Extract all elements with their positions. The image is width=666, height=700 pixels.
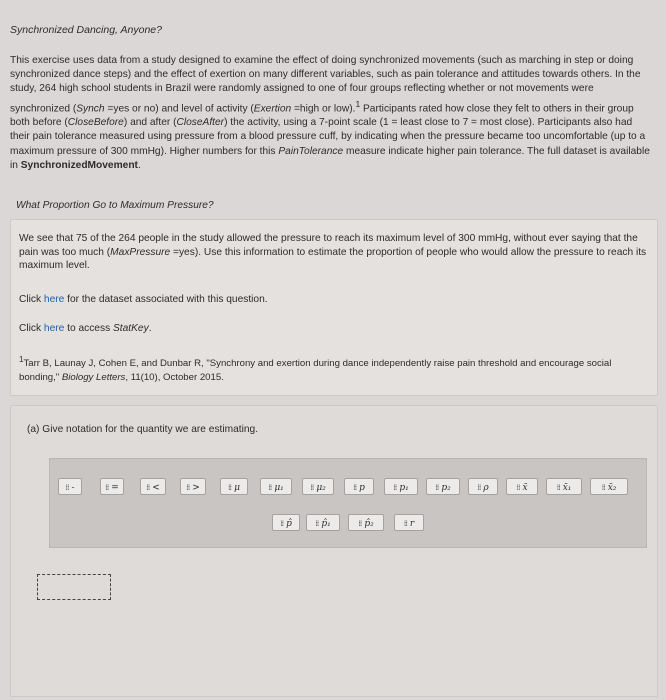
intro-text: ) and after ( bbox=[123, 117, 177, 129]
symbol-tile[interactable] bbox=[506, 478, 538, 495]
symbol-label: p̂₁ bbox=[321, 519, 331, 529]
symbol-label: < bbox=[152, 483, 160, 493]
symbol-tile[interactable] bbox=[140, 478, 166, 495]
drag-grip-icon: ⁞⁞ bbox=[516, 483, 520, 492]
symbol-tile[interactable] bbox=[220, 478, 248, 495]
symbol-label: x̄₁ bbox=[562, 483, 572, 493]
part-a-prompt: (a) Give notation for the quantity we are estimating. bbox=[27, 424, 259, 435]
drag-grip-icon: ⁞⁞ bbox=[403, 519, 407, 528]
symbol-palette bbox=[49, 458, 647, 548]
symbol-label: p₂ bbox=[441, 483, 451, 493]
question-text-part: We see that 75 of the 264 people in the study allowed the pressure to reach its maximum level of 300 mmHg, without ever saying that the pain was too much ( bbox=[19, 233, 638, 258]
symbol-label: p₁ bbox=[399, 483, 409, 493]
symbol-tile[interactable] bbox=[426, 478, 460, 495]
link-suffix: for the dataset associated with this question. bbox=[64, 294, 268, 305]
var-paintolerance: PainTolerance bbox=[278, 145, 344, 157]
drag-grip-icon: ⁞⁞ bbox=[435, 483, 439, 492]
symbol-tile[interactable] bbox=[344, 478, 374, 495]
symbol-tile[interactable] bbox=[394, 514, 424, 531]
footnote-text: , 11(10), October 2015. bbox=[125, 371, 224, 383]
footnote bbox=[19, 353, 649, 384]
drag-grip-icon: ⁞⁞ bbox=[393, 483, 397, 492]
symbol-tile[interactable] bbox=[468, 478, 498, 495]
var-synch: Synch bbox=[76, 103, 105, 114]
link-prefix: Click bbox=[19, 294, 44, 305]
drag-grip-icon: ⁞⁞ bbox=[310, 483, 314, 492]
dataset-link[interactable]: here bbox=[43, 294, 65, 305]
drag-grip-icon: ⁞⁞ bbox=[228, 483, 232, 492]
statkey-name: StatKey bbox=[113, 323, 149, 334]
drag-grip-icon: ⁞⁞ bbox=[280, 519, 284, 528]
intro-text: Participants rated how close they felt to others in their group both before ( bbox=[10, 103, 634, 129]
symbol-tile[interactable] bbox=[546, 478, 582, 495]
symbol-label: μ₁ bbox=[274, 483, 284, 493]
footnote-number: 1 bbox=[19, 355, 24, 364]
intro-text: This exercise uses data from a study designed to examine the effect of doing synchronized movements (such as marching in step or doing synchronized dance steps) and the effect of exertion on many different variables, such as pain tolerance and attitudes towards others. In the study, 264 high school students in Brazil were randomly assigned to one of four groups reflecting whether or not movements were synchronized ( bbox=[10, 55, 641, 114]
answer-area bbox=[10, 405, 658, 697]
intro-text: =high or low). bbox=[291, 103, 356, 114]
footnote-ref: 1 bbox=[355, 98, 361, 109]
var-exertion: Exertion bbox=[253, 103, 292, 114]
symbol-label: p bbox=[359, 483, 365, 493]
intro-paragraph bbox=[10, 54, 650, 173]
drag-grip-icon: ⁞⁞ bbox=[353, 483, 357, 492]
symbol-label: p̂₂ bbox=[364, 519, 374, 529]
symbol-tile[interactable] bbox=[58, 478, 82, 495]
answer-drop-box[interactable] bbox=[37, 574, 111, 600]
drag-grip-icon: ⁞⁞ bbox=[105, 483, 109, 492]
symbol-tile[interactable] bbox=[260, 478, 292, 495]
symbol-tile[interactable] bbox=[306, 514, 340, 531]
symbol-label: μ₂ bbox=[316, 483, 326, 493]
intro-text: ) the activity, using a 7-point scale (1 = least close to 7 = most close). Participants also had their pain tolerance measured using pressure from a blood pressure cuff, by indicating when the pressure became too uncomfortable (up to a maximum pressure of 300 mmHg). Higher numbers for this bbox=[10, 117, 646, 157]
question-text bbox=[19, 232, 649, 273]
drag-grip-icon: ⁞⁞ bbox=[358, 519, 362, 528]
drag-grip-icon: ⁞⁞ bbox=[556, 483, 560, 492]
intro-text: =yes or no) and level of activity ( bbox=[104, 103, 254, 114]
link-suffix: . bbox=[148, 323, 152, 334]
drag-grip-icon: ⁞⁞ bbox=[268, 483, 272, 492]
drag-grip-icon: ⁞⁞ bbox=[65, 483, 69, 492]
drag-grip-icon: ⁞⁞ bbox=[477, 483, 481, 492]
intro-text: . bbox=[137, 159, 141, 171]
symbol-tile[interactable] bbox=[272, 514, 300, 531]
question-panel bbox=[10, 219, 658, 396]
link-prefix: Click bbox=[19, 323, 44, 334]
var-maxpressure: MaxPressure bbox=[110, 246, 171, 258]
statkey-link-line bbox=[19, 323, 152, 334]
symbol-tile[interactable] bbox=[302, 478, 334, 495]
drag-grip-icon: ⁞⁞ bbox=[315, 519, 319, 528]
footnote-text: Tarr B, Launay J, Cohen E, and Dunbar R, "Synchrony and exertion during dance independently raise pain threshold and encourage social bonding," bbox=[19, 358, 612, 383]
drag-grip-icon: ⁞⁞ bbox=[186, 483, 190, 492]
var-closeafter: CloseAfter bbox=[176, 117, 225, 129]
symbol-tile[interactable] bbox=[100, 478, 124, 495]
drag-grip-icon: ⁞⁞ bbox=[601, 483, 605, 492]
question-heading: What Proportion Go to Maximum Pressure? bbox=[16, 200, 214, 211]
symbol-label: = bbox=[111, 483, 119, 493]
symbol-tile[interactable] bbox=[384, 478, 418, 495]
exercise-title: Synchronized Dancing, Anyone? bbox=[10, 24, 162, 36]
journal-name: Biology Letters bbox=[61, 371, 126, 383]
symbol-label: x̄₂ bbox=[607, 483, 617, 493]
drag-grip-icon: ⁞⁞ bbox=[146, 483, 150, 492]
dataset-link-line bbox=[19, 294, 268, 305]
symbol-label: μ bbox=[234, 483, 240, 493]
intro-text: measure indicate higher pain tolerance. The full dataset is available in bbox=[10, 145, 650, 171]
symbol-label: r bbox=[409, 519, 415, 529]
symbol-label: - bbox=[71, 483, 75, 493]
symbol-label: > bbox=[192, 483, 200, 493]
symbol-label: p̂ bbox=[286, 519, 292, 529]
question-text-part: =yes). Use this information to estimate the proportion of people who would allow the pressure to reach its maximum level. bbox=[19, 246, 647, 272]
symbol-tile[interactable] bbox=[180, 478, 206, 495]
statkey-link[interactable]: here bbox=[43, 323, 65, 334]
symbol-label: ρ bbox=[483, 483, 489, 493]
symbol-label: x̄ bbox=[522, 483, 528, 493]
symbol-tile[interactable] bbox=[590, 478, 628, 495]
dataset-name: SynchronizedMovement bbox=[20, 159, 138, 171]
link-mid: to access bbox=[64, 323, 113, 334]
symbol-tile[interactable] bbox=[348, 514, 384, 531]
var-closebefore: CloseBefore bbox=[67, 117, 124, 129]
